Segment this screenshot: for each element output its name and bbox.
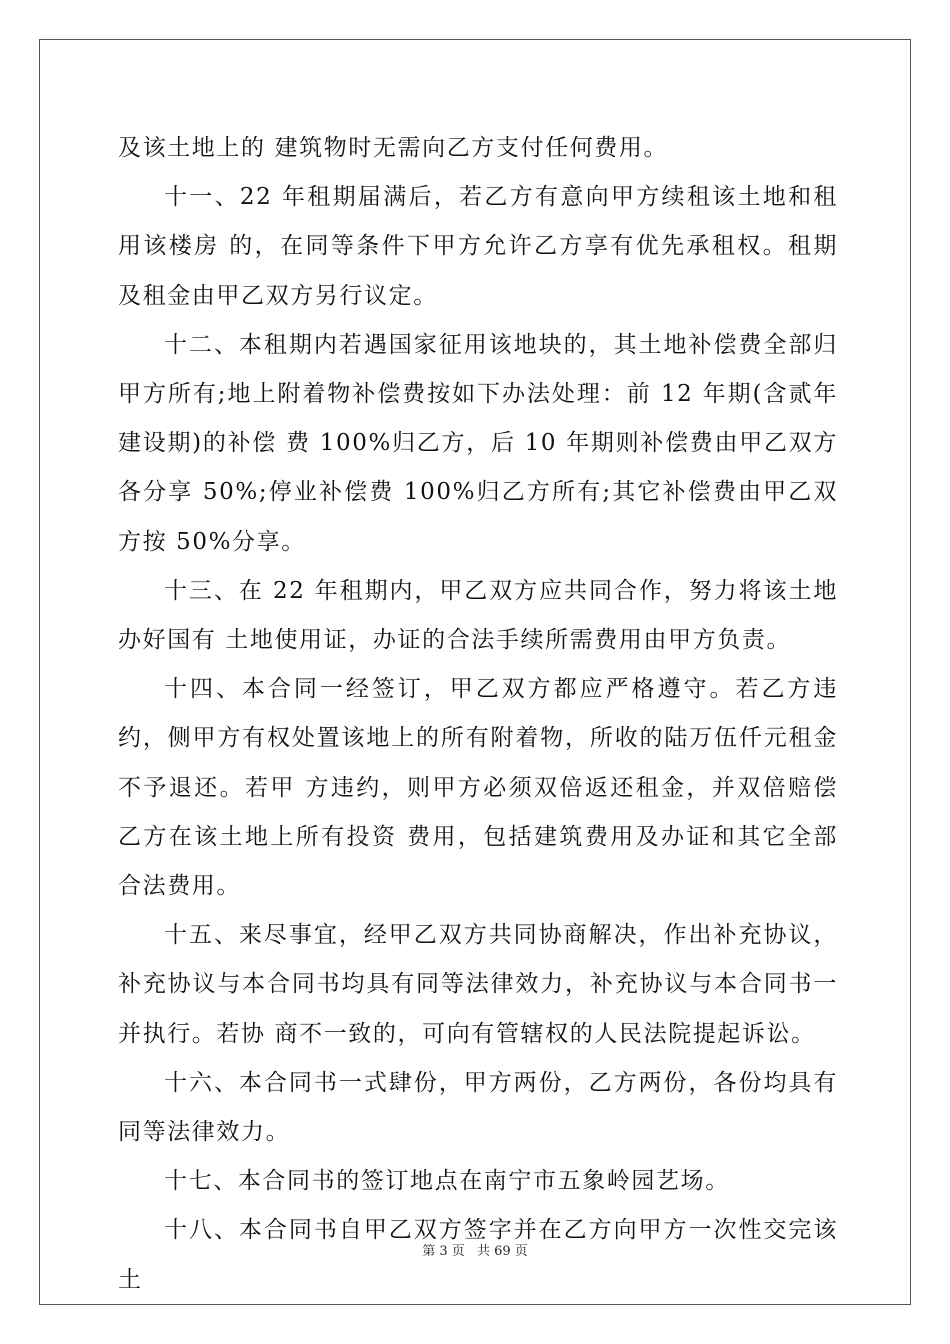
paragraph-continuation: 及该土地上的 建筑物时无需向乙方支付任何费用。 — [118, 135, 669, 161]
paragraph-clause-13: 十三、在 22 年租期内，甲乙双方应共同合作，努力将该土地办好国有 土地使用证，办证的合法手续所需费用由甲方负责。 — [118, 577, 838, 654]
page-footer — [0, 1240, 950, 1259]
paragraph-clause-18: 十八、本合同书自甲乙双方签字并在乙方向甲方一次性交完该土 — [118, 1217, 838, 1293]
document-body — [118, 124, 838, 1305]
paragraph-clause-16: 十六、本合同书一式肆份，甲方两份，乙方两份，各份均具有同等法律效力。 — [118, 1069, 838, 1146]
paragraph-clause-14: 十四、本合同一经签订，甲乙双方都应严格遵守。若乙方违约，侧甲方有权处置该地上的所有附着物，所收的陆万伍仟元租金不予退还。若甲 方违约，则甲方必须双倍返还租金，并双倍赔偿乙方在该土地上所有投资 费用，包括建筑费用及办证和其它全部合法费用。 — [118, 676, 838, 900]
paragraph-clause-17: 十七、本合同书的签订地点在南宁市五象岭园艺场。 — [164, 1168, 730, 1195]
paragraph-clause-15: 十五、来尽事宜，经甲乙双方共同协商解决，作出补充协议，补充协议与本合同书均具有同等法律效力，补充协议与本合同书一并执行。若协 商不一致的，可向有管辖权的人民法院提起诉讼。 — [118, 922, 838, 1047]
page-total: 共 69 页 — [476, 1244, 528, 1259]
paragraph-clause-11: 十一、22 年租期届满后，若乙方有意向甲方续租该土地和租用该楼房 的，在同等条件下甲方允许乙方享有优先承租权。租期及租金由甲乙双方另行议定。 — [118, 184, 838, 309]
page-number: 第 3 页 — [422, 1244, 465, 1259]
paragraph-clause-12: 十二、本租期内若遇国家征用该地块的，其土地补偿费全部归甲方所有;地上附着物补偿费按如下办法处理：前 12 年期(含贰年建设期)的补偿 费 100%归乙方，后 10 年期则补偿费由甲乙双方各分享 50%;停业补偿费 100%归乙方所有;其它补偿费由甲乙双方按 50%分享。 — [118, 331, 838, 555]
